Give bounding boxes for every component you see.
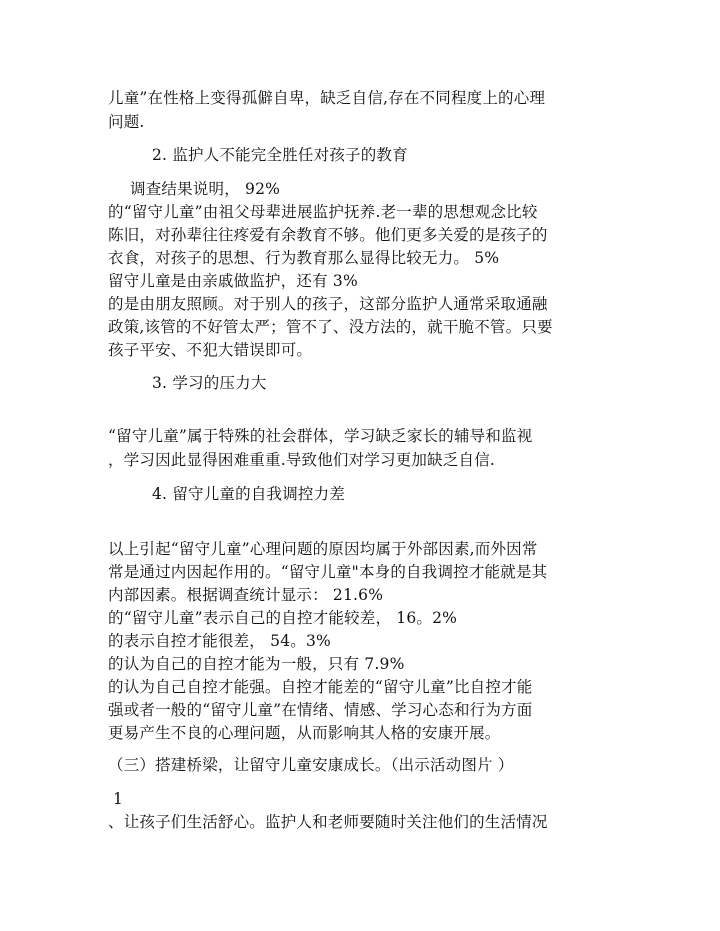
section-heading: 4. 留守儿童的自我调控力差 [152,485,346,503]
text-line: 的是由朋友照顾。对于别人的孩子，这部分监护人通常采取通融 [108,295,548,313]
text-line: 陈旧，对孙辈往往疼爱有余教育不够。他们更多关爱的是孩子的 [108,226,548,244]
section-heading: （三）搭建桥梁，让留守儿童安康成长。（出示活动图片 ） [108,756,514,774]
section-heading: 3. 学习的压力大 [152,374,267,392]
list-number: 1 [113,790,124,808]
text-line: 以上引起“留守儿童”心理问题的原因均属于外部因素,而外因常 [108,540,538,558]
text-line: 调查结果说明， 92% [130,180,281,198]
text-line: 强或者一般的“留守儿童”在情绪、情感、学习心态和行为方面 [108,701,533,719]
text-line: 的认为自己自控才能强。自控才能差的“留守儿童”比自控才能 [108,678,533,696]
text-line: 的“留守儿童”表示自己的自控才能较差， 16。2% [108,609,458,627]
text-line: 衣食，对孩子的思想、行为教育那么显得比较无力。 5% [108,249,500,267]
text-line: 常是通过内因起作用的。“留守儿童"本身的自我调控才能就是其 [108,563,548,581]
text-line: 的认为自己的自控才能为一般，只有 7.9% [108,655,405,673]
text-line: 内部因素。根据调查统计显示： 21.6% [108,586,384,604]
text-line: 更易产生不良的心理问题，从而影响其人格的安康开展。 [108,724,501,742]
text-line: ，学习因此显得困难重重.导致他们对学习更加缺乏自信. [108,451,496,469]
text-line: “留守儿童”属于特殊的社会群体，学习缺乏家长的辅导和监视 [108,427,533,445]
text-line: 的表示自控才能很差， 54。3% [108,632,331,650]
text-line: 政策,该管的不好管太严；管不了、没方法的，就干脆不管。只要 [108,318,553,336]
text-line: 的“留守儿童”由祖父母辈进展监护抚养.老一辈的思想观念比较 [108,203,538,221]
text-line: 儿童”在性格上变得孤僻自卑，缺乏自信,存在不同程度上的心理 [108,89,546,107]
text-line: 问题. [108,113,145,131]
text-line: 留守儿童是由亲戚做监护，还有 3% [108,272,358,290]
text-line: 孩子平安、不犯大错误即可。 [108,341,313,359]
text-line: 、让孩子们生活舒心。监护人和老师要随时关注他们的生活情况 [108,813,548,831]
section-heading: 2. 监护人不能完全胜任对孩子的教育 [152,146,408,164]
